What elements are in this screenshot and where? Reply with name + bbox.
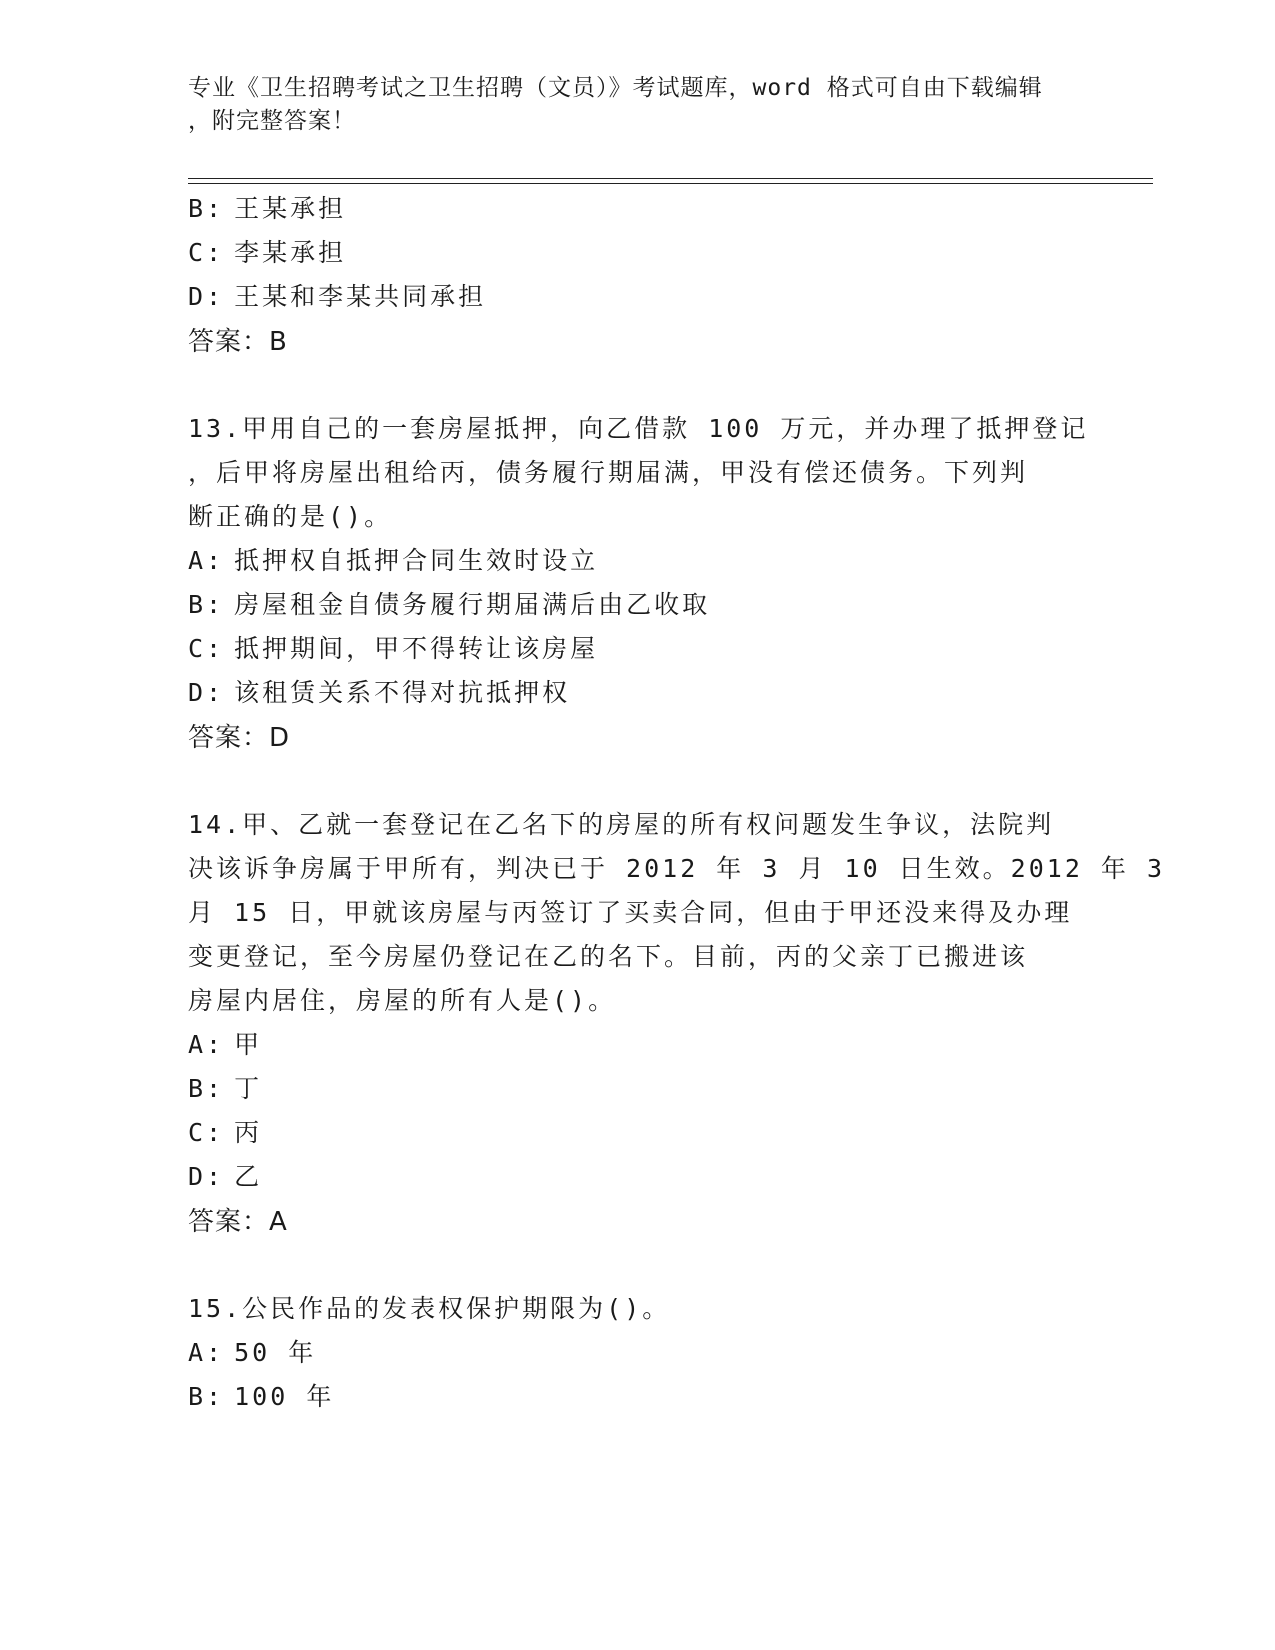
q12-option-b	[188, 192, 346, 226]
option-text: 抵押期间，甲不得转让该房屋	[234, 634, 599, 663]
option-key: A:	[188, 546, 225, 575]
q13-stem-line-2: ，后甲将房屋出租给丙，债务履行期届满，甲没有偿还债务。下列判	[188, 458, 1029, 487]
option-key: A:	[188, 1338, 225, 1367]
option-text: 王某和李某共同承担	[234, 282, 487, 311]
option-text: 抵押权自抵押合同生效时设立	[234, 546, 599, 575]
q13-answer: 答案：D	[188, 723, 291, 753]
option-text: 该租赁关系不得对抗抵押权	[234, 678, 571, 707]
q14-answer: 答案：A	[188, 1207, 288, 1237]
header-divider-top	[188, 178, 1153, 179]
q13-option-a	[188, 544, 598, 578]
option-key: C:	[188, 238, 225, 267]
q13-stem-line-1: 13.甲用自己的一套房屋抵押，向乙借款 100 万元，并办理了抵押登记	[188, 414, 1089, 443]
q15-option-a	[188, 1336, 316, 1370]
q14-option-c	[188, 1116, 262, 1150]
q15-option-b	[188, 1380, 334, 1414]
q12-answer: 答案：B	[188, 327, 288, 357]
header-line-1: 专业《卫生招聘考试之卫生招聘（文员）》考试题库，word 格式可自由下载编辑	[188, 75, 1043, 101]
q13-option-d	[188, 676, 570, 710]
option-key: D:	[188, 1162, 225, 1191]
option-text: 甲	[234, 1030, 263, 1059]
q14-stem-line-3: 月 15 日，甲就该房屋与丙签订了买卖合同，但由于甲还没来得及办理	[188, 898, 1073, 927]
q15-stem-line-1: 15.公民作品的发表权保护期限为()。	[188, 1294, 671, 1323]
q14-option-a	[188, 1028, 262, 1062]
q13-option-c	[188, 632, 598, 666]
q12-option-d	[188, 280, 486, 314]
header-line-2: ，附完整答案！	[188, 108, 356, 134]
option-text: 丁	[234, 1074, 263, 1103]
q13-stem-line-3: 断正确的是()。	[188, 502, 393, 531]
option-text: 丙	[234, 1118, 263, 1147]
option-key: D:	[188, 282, 225, 311]
q14-stem-line-5: 房屋内居住，房屋的所有人是()。	[188, 986, 617, 1015]
q12-option-c	[188, 236, 346, 270]
option-key: B:	[188, 1382, 225, 1411]
option-text: 100 年	[234, 1382, 335, 1411]
option-key: B:	[188, 1074, 225, 1103]
option-text: 王某承担	[234, 194, 347, 223]
q14-stem-line-2: 决该诉争房属于甲所有，判决已于 2012 年 3 月 10 日生效。2012 年 3	[188, 854, 1166, 883]
option-key: C:	[188, 1118, 225, 1147]
option-text: 50 年	[234, 1338, 317, 1367]
option-text: 李某承担	[234, 238, 347, 267]
option-key: A:	[188, 1030, 225, 1059]
option-key: C:	[188, 634, 225, 663]
option-text: 乙	[234, 1162, 263, 1191]
q14-option-d	[188, 1160, 262, 1194]
document-header	[188, 72, 1068, 138]
q14-stem-line-1: 14.甲、乙就一套登记在乙名下的房屋的所有权问题发生争议，法院判	[188, 810, 1055, 839]
option-key: B:	[188, 590, 225, 619]
q13-option-b	[188, 588, 710, 622]
option-text: 房屋租金自债务履行期届满后由乙收取	[234, 590, 711, 619]
header-divider-bottom	[188, 183, 1153, 184]
option-key: D:	[188, 678, 225, 707]
q14-stem-line-4: 变更登记，至今房屋仍登记在乙的名下。目前，丙的父亲丁已搬进该	[188, 942, 1029, 971]
option-key: B:	[188, 194, 225, 223]
q14-option-b	[188, 1072, 262, 1106]
